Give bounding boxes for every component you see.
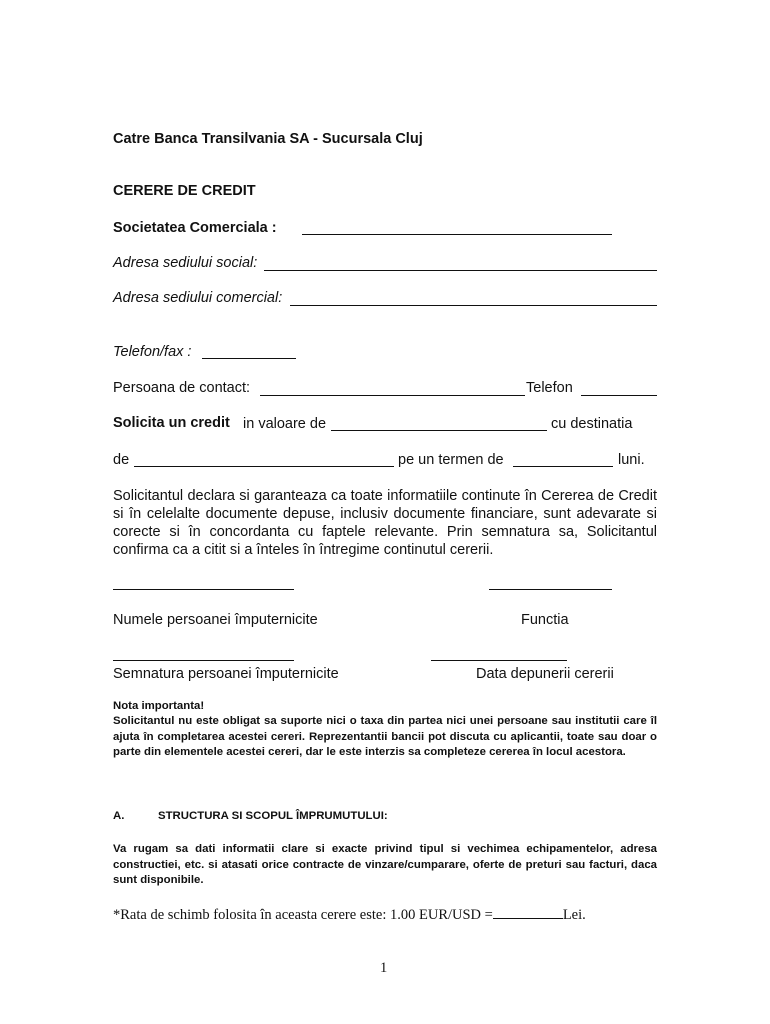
- section-a-text: Va rugam sa dati informatii clare si exacte privind tipul si vechimea echipamentelor, adresa constructiei, etc. si atasati orice contracte de vinzare/cumparare, oferte de preturi sau facturi, daca sunt disponibile.: [113, 843, 657, 886]
- destination-of-label: de: [113, 452, 130, 468]
- addressee-line: Catre Banca Transilvania SA - Sucursala Cluj: [113, 131, 423, 147]
- note-text: Solicitantul nu este obligat sa suporte nici o taxa din partea nici unei persoane sau institutii care îl ajuta în completarea acestei cereri. Reprezentantii bancii pot discuta cu aplicantii, toate sau doar o parte din elementele acestei cereri, dar le este interzis sa completeze cererea în locul acestora.: [113, 715, 657, 758]
- credit-value-label: in valoare de: [243, 416, 327, 432]
- destination-blank[interactable]: [134, 466, 394, 467]
- social-address-blank[interactable]: [264, 270, 657, 271]
- phone-fax-label: Telefon/fax :: [113, 344, 192, 360]
- authorized-name-blank[interactable]: [113, 589, 294, 590]
- note-title: Nota importanta!: [113, 700, 205, 712]
- function-label: Functia: [521, 612, 569, 628]
- section-a-title: STRUCTURA SI SCOPUL ÎMPRUMUTULUI:: [158, 810, 388, 822]
- term-label: pe un termen de: [398, 452, 504, 468]
- page-number: 1: [380, 960, 388, 976]
- term-blank[interactable]: [513, 466, 613, 467]
- company-label: Societatea Comerciala :: [113, 220, 277, 236]
- phone-fax-blank[interactable]: [202, 358, 296, 359]
- commercial-address-label: Adresa sediului comercial:: [113, 290, 283, 306]
- submission-date-blank[interactable]: [431, 660, 567, 661]
- credit-value-blank[interactable]: [331, 430, 547, 431]
- function-blank[interactable]: [489, 589, 612, 590]
- social-address-label: Adresa sediului social:: [113, 255, 258, 271]
- authorized-signature-blank[interactable]: [113, 660, 294, 661]
- exchange-rate-line: [113, 906, 586, 924]
- commercial-address-blank[interactable]: [290, 305, 657, 306]
- document-title: CERERE DE CREDIT: [113, 183, 256, 199]
- exchange-rate-suffix: Lei.: [562, 907, 586, 923]
- phone-blank[interactable]: [581, 395, 657, 396]
- months-label: luni.: [618, 452, 645, 468]
- contact-blank[interactable]: [260, 395, 525, 396]
- authorized-signature-label: Semnatura persoanei împuternicite: [113, 666, 339, 682]
- submission-date-label: Data depunerii cererii: [476, 666, 614, 682]
- destination-label: cu destinatia: [551, 416, 633, 432]
- section-a-letter: A.: [113, 810, 125, 822]
- exchange-rate-prefix: *Rata de schimb folosita în aceasta cerere este: 1.00 EUR/USD =: [113, 907, 493, 923]
- credit-request-lead: Solicita un credit: [113, 415, 230, 431]
- contact-label: Persoana de contact:: [113, 380, 251, 396]
- authorized-name-label: Numele persoanei împuternicite: [113, 612, 318, 628]
- phone-label: Telefon: [526, 380, 573, 396]
- exchange-rate-blank[interactable]: [493, 906, 563, 919]
- company-blank[interactable]: [302, 234, 612, 235]
- declaration-paragraph: Solicitantul declara si garanteaza ca toate informatiile continute în Cererea de Credit si în celelalte documente depuse, inclusiv documente financiare, sunt adevarate si corecte si în concordanta cu faptele relevante. Prin semnatura sa, Solicitantul confirma ca a citit si a înteles în întregime continutul cererii.: [113, 488, 657, 558]
